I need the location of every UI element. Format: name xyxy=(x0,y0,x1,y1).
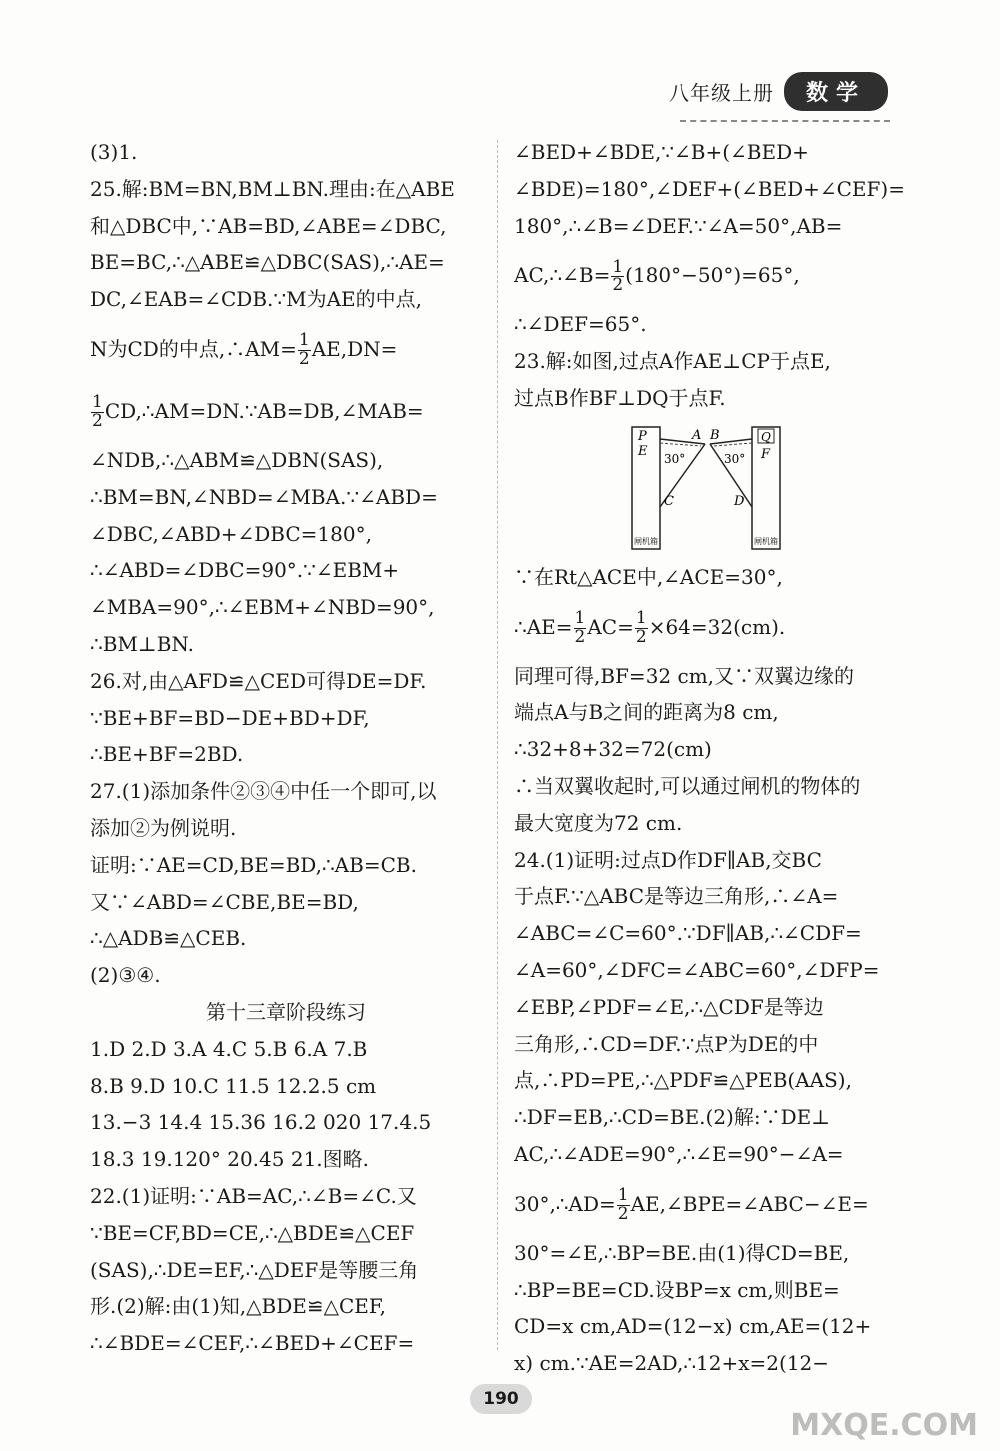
text-line: ∴当双翼收起时,可以通过闸机的物体的 xyxy=(514,773,861,798)
label-b: B xyxy=(710,427,720,443)
text-line: 24.(1)证明:过点D作DF∥AB,交BC xyxy=(514,847,822,872)
text-line: ∠DBC,∠ABD+∠DBC=180°, xyxy=(90,521,372,546)
grade-label: 八年级上册 xyxy=(668,81,774,105)
text-line xyxy=(514,596,904,658)
watermark: MXQE.COM xyxy=(790,1408,978,1443)
fraction-numerator: 1 xyxy=(298,330,310,351)
text-line: ∴BM⊥BN. xyxy=(90,631,194,656)
text-line: 13.−3 14.4 15.36 16.2 020 17.4.5 xyxy=(90,1110,432,1135)
text-line: ∠BDE)=180°,∠DEF+(∠BED+∠CEF)= xyxy=(514,176,905,201)
label-d: D xyxy=(734,493,745,509)
text-line: 22.(1)证明:∵AB=AC,∴∠B=∠C.又 xyxy=(90,1183,417,1208)
label-angle-left: 30° xyxy=(664,451,686,466)
text-line: 点,∴PD=PE,∴△PDF≌△PEB(AAS), xyxy=(514,1068,852,1093)
fraction-denominator: 2 xyxy=(92,410,103,431)
fraction-numerator: 1 xyxy=(635,607,647,628)
left-column xyxy=(90,134,482,1362)
section-heading: 第十三章阶段练习 xyxy=(206,999,366,1024)
text-fragment: N为CD的中点,∴AM= xyxy=(90,336,297,361)
text-line: AC,∴∠ADE=90°,∴∠E=90°−∠A= xyxy=(514,1141,844,1166)
fraction-numerator: 1 xyxy=(617,1184,629,1205)
text-line xyxy=(514,1173,904,1235)
text-line: 30°=∠E,∴BP=BE.由(1)得CD=BE, xyxy=(514,1240,850,1265)
column-divider xyxy=(497,140,498,1350)
page-number: 190 xyxy=(470,1384,532,1414)
label-c: C xyxy=(664,493,674,509)
text-line: 形.(2)解:由(1)知,△BDE≌△CEF, xyxy=(90,1294,386,1319)
text-line: ∠A=60°,∠DFC=∠ABC=60°,∠DFP= xyxy=(514,957,880,982)
text-line: ∠BED+∠BDE,∵∠B+(∠BED+ xyxy=(514,140,809,164)
text-line: ∠EBP,∠PDF=∠E,∴△CDF是等边 xyxy=(514,994,824,1019)
text-line: 和△DBC中,∵AB=BD,∠ABE=∠DBC, xyxy=(90,213,447,238)
text-line: 最大宽度为72 cm. xyxy=(514,810,683,835)
text-line: (SAS),∴DE=EF,∴△DEF是等腰三角 xyxy=(90,1257,419,1282)
label-angle-right: 30° xyxy=(724,451,746,466)
text-line: 同理可得,BF=32 cm,又∵双翼边缘的 xyxy=(514,663,855,688)
label-f: F xyxy=(761,446,771,462)
text-line: ∴BE+BF=2BD. xyxy=(90,742,244,767)
text-fragment: 30°,∴AD= xyxy=(514,1191,616,1216)
fraction xyxy=(635,607,648,647)
text-line: 证明:∵AE=CD,BE=BD,∴AB=CB. xyxy=(90,852,417,877)
text-line: ∴DF=EB,∴CD=BE.(2)解:∵DE⊥ xyxy=(514,1105,831,1130)
text-line: ∴32+8+32=72(cm) xyxy=(514,737,712,762)
text-line: 8.B 9.D 10.C 11.5 12.2.5 cm xyxy=(90,1073,377,1098)
text-line: ∴BP=BE=CD.设BP=x cm,则BE= xyxy=(514,1277,840,1302)
text-line: ∵BE+BF=BD−DE+BD+DF, xyxy=(90,705,370,730)
label-e: E xyxy=(638,443,648,459)
text-fragment: CD,∴AM=DN.∵AB=DB,∠MAB= xyxy=(104,398,424,423)
text-line: 25.解:BM=BN,BM⊥BN.理由:在△ABE xyxy=(90,176,455,201)
text-fragment: AE,DN= xyxy=(311,336,398,361)
right-column xyxy=(514,134,904,1382)
text-line: ∠MBA=90°,∴∠EBM+∠NBD=90°, xyxy=(90,595,435,620)
text-line: 1.D 2.D 3.A 4.C 5.B 6.A 7.B xyxy=(90,1036,368,1061)
text-fragment: AC,∴∠B= xyxy=(514,263,611,288)
fraction-numerator: 1 xyxy=(612,256,624,277)
text-line: ∵在Rt△ACE中,∠ACE=30°, xyxy=(514,564,783,589)
text-line: ∴∠BDE=∠CEF,∴∠BED+∠CEF= xyxy=(90,1331,415,1356)
text-line: 添加②为例说明. xyxy=(90,815,237,840)
text-line: (3)1. xyxy=(90,140,138,164)
text-line: 端点A与B之间的距离为8 cm, xyxy=(514,700,779,725)
fraction xyxy=(574,607,587,647)
fraction xyxy=(611,256,624,296)
fraction xyxy=(298,332,311,369)
text-line: ∴BM=BN,∠NBD=∠MBA.∵∠ABD= xyxy=(90,484,438,509)
label-a: A xyxy=(692,427,702,443)
fraction-denominator: 2 xyxy=(612,275,624,296)
text-line: 于点F.∵△ABC是等边三角形,∴∠A= xyxy=(514,884,839,909)
label-q: Q xyxy=(761,429,771,444)
text-line: 过点B作BF⊥DQ于点F. xyxy=(514,385,726,410)
text-line: 23.解:如图,过点A作AE⊥CP于点E, xyxy=(514,349,831,374)
text-fragment: AE,∠BPE=∠ABC−∠E= xyxy=(630,1191,869,1216)
text-line: CD=x cm,AD=(12−x) cm,AE=(12+ xyxy=(514,1314,872,1339)
fraction-numerator: 1 xyxy=(574,607,586,628)
text-line: ∵BE=CF,BD=CE,∴△BDE≌△CEF xyxy=(90,1220,415,1245)
right-gate-box xyxy=(752,427,780,549)
fraction xyxy=(91,394,104,431)
text-fragment: (180°−50°)=65°, xyxy=(625,263,800,288)
text-line: ∠ABC=∠C=60°.∵DF∥AB,∴∠CDF= xyxy=(514,921,862,946)
fraction-denominator: 2 xyxy=(574,626,586,647)
left-box-label: 闸机箱 xyxy=(634,536,658,546)
text-line: ∴∠ABD=∠DBC=90°.∵∠EBM+ xyxy=(90,558,400,583)
text-line: 27.(1)添加条件②③④中任一个即可,以 xyxy=(90,779,437,804)
text-line: ∴△ADB≌△CEB. xyxy=(90,926,247,951)
text-line: (2)③④. xyxy=(90,963,161,988)
text-fragment: ∴AE= xyxy=(514,614,573,639)
text-line: 26.对,由△AFD≌△CED可得DE=DF. xyxy=(90,668,427,693)
header-rule xyxy=(680,120,890,122)
fraction-denominator: 2 xyxy=(635,626,647,647)
text-line: ∠NDB,∴△ABM≌△DBN(SAS), xyxy=(90,447,384,472)
page-header xyxy=(669,72,888,111)
text-line: 三角形,∴CD=DF.∵点P为DE的中 xyxy=(514,1031,819,1056)
gate-diagram xyxy=(630,423,782,553)
text-line: BE=BC,∴△ABE≌△DBC(SAS),∴AE= xyxy=(90,250,445,275)
fraction-denominator: 2 xyxy=(298,348,310,369)
text-line: 又∵∠ABD=∠CBE,BE=BD, xyxy=(90,889,359,914)
text-line xyxy=(90,318,482,380)
fraction-denominator: 2 xyxy=(617,1203,629,1224)
text-line: ∴∠DEF=65°. xyxy=(514,312,647,337)
text-line xyxy=(514,244,904,306)
subject-badge: 数学 xyxy=(784,72,888,111)
label-p: P xyxy=(638,428,647,444)
text-line: 18.3 19.120° 20.45 21.图略. xyxy=(90,1147,370,1172)
fraction-numerator: 1 xyxy=(92,392,103,413)
gate-figure xyxy=(630,423,904,553)
text-fragment: ×64=32(cm). xyxy=(648,614,786,639)
fraction xyxy=(617,1184,630,1224)
text-line xyxy=(90,380,482,442)
text-line: x) cm.∵AE=2AD,∴12+x=2(12− xyxy=(514,1351,830,1376)
text-line: 180°,∴∠B=∠DEF.∵∠A=50°,AB= xyxy=(514,213,843,238)
text-fragment: AC= xyxy=(587,614,634,639)
right-box-label: 闸机箱 xyxy=(754,536,778,546)
text-line: DC,∠EAB=∠CDB.∵M为AE的中点, xyxy=(90,287,422,312)
